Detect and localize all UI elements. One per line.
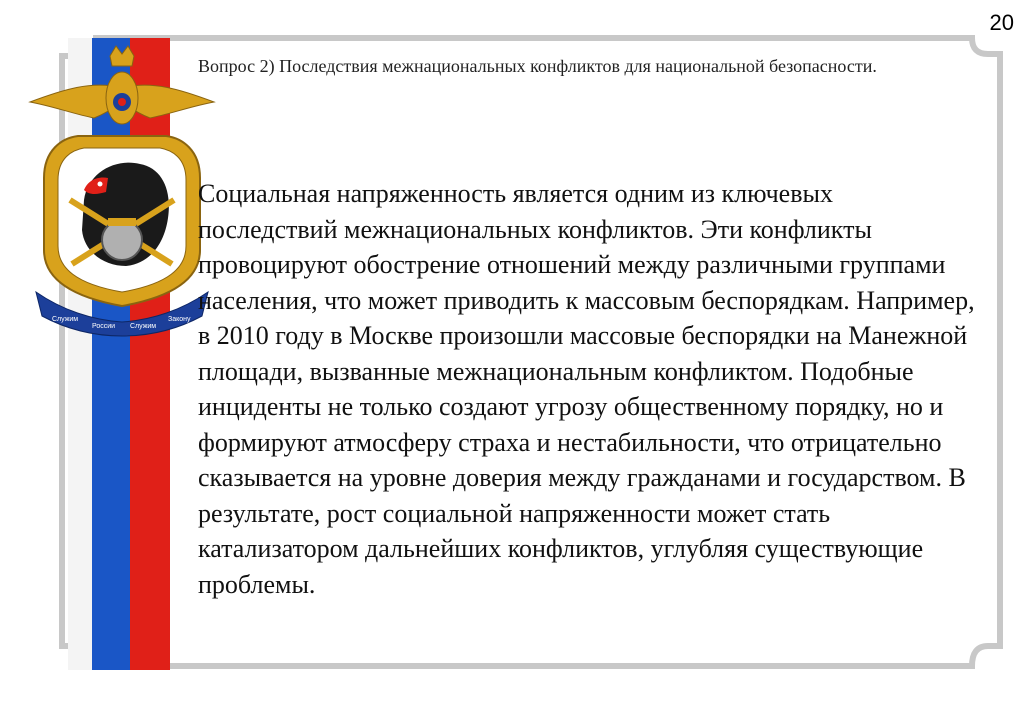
police-coat-of-arms-icon bbox=[22, 40, 222, 340]
ribbon-word-4: Закону bbox=[168, 316, 191, 323]
slide-body-text: Социальная напряженность является одним из ключевых последствий межнациональных конфликтов. Эти конфликты провоцируют обострение отношений между различными группами населения, что может приводить к массовым беспорядкам. Например, в 2010 году в Москве произошли массовые беспорядки на Манежной площади, вызванные межнациональным конфликтом. Подобные инциденты не только создают угрозу общественному порядку, но и формируют атмосферу страха и нестабильности, что отрицательно сказывается на уровне доверия между гражданами и государством. В результате, рост социальной напряженности может стать катализатором дальнейших конфликтов, углубляя существующие проблемы. bbox=[198, 179, 975, 599]
ribbon-word-2: России bbox=[92, 323, 116, 330]
ribbon-word-3: Служим bbox=[130, 323, 157, 330]
slide-heading: Вопрос 2) Последствия межнациональных конфликтов для национальной безопасности. bbox=[198, 56, 877, 76]
slide-number: 20 bbox=[989, 10, 1014, 35]
ribbon-word-1: Служим bbox=[52, 316, 79, 323]
